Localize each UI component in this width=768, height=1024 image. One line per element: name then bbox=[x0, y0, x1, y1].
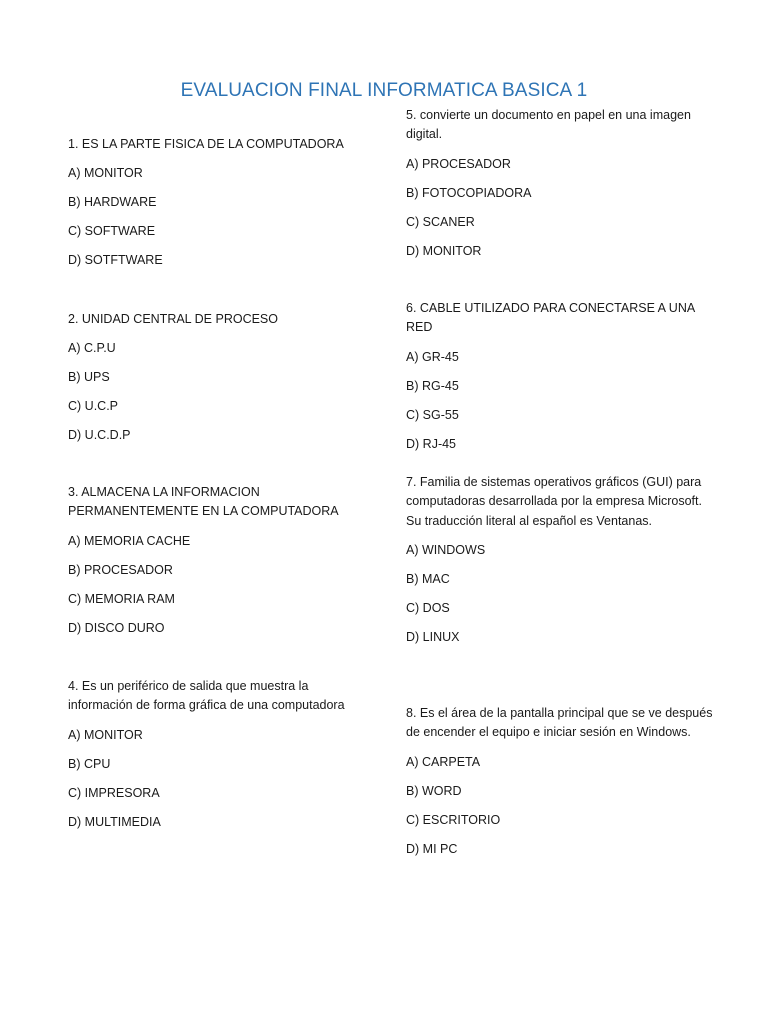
question-stem: 1. ES LA PARTE FISICA DE LA COMPUTADORA bbox=[68, 137, 344, 151]
question-5 bbox=[406, 106, 716, 271]
option-b: B) PROCESADOR bbox=[68, 562, 173, 577]
option-d: D) U.C.D.P bbox=[68, 428, 131, 443]
question-stem: 4. Es un periférico de salida que muestra la información de forma gráfica de una computadora bbox=[68, 679, 345, 713]
option-d: D) RJ-45 bbox=[406, 436, 457, 451]
option-b: B) CPU bbox=[68, 756, 111, 771]
option-c: C) IMPRESORA bbox=[68, 785, 160, 800]
option-a: A) WINDOWS bbox=[406, 542, 486, 557]
option-c: C) DOS bbox=[406, 600, 450, 615]
option-c: C) SOFTWARE bbox=[68, 224, 156, 239]
option-b: B) UPS bbox=[68, 370, 110, 385]
question-stem: 6. CABLE UTILIZADO PARA CONECTARSE A UNA RED bbox=[406, 301, 695, 335]
option-b: B) HARDWARE bbox=[68, 195, 157, 210]
option-a: A) GR-45 bbox=[406, 349, 459, 364]
option-a: A) MONITOR bbox=[68, 727, 143, 742]
option-a: A) MEMORIA CACHE bbox=[68, 533, 191, 548]
question-3 bbox=[68, 483, 368, 648]
option-d: D) SOTFTWARE bbox=[68, 253, 163, 268]
question-7 bbox=[406, 473, 716, 657]
question-6 bbox=[406, 299, 716, 464]
option-d: D) MI PC bbox=[406, 841, 458, 856]
option-a: A) C.P.U bbox=[68, 341, 116, 356]
option-d: D) MONITOR bbox=[406, 243, 482, 258]
option-a: A) PROCESADOR bbox=[406, 156, 511, 171]
option-a: A) MONITOR bbox=[68, 166, 143, 181]
question-4 bbox=[68, 677, 368, 842]
question-stem: 7. Familia de sistemas operativos gráficos (GUI) para computadoras desarrollada por la empresa Microsoft. Su traducción literal al español es Ventanas. bbox=[406, 475, 702, 528]
option-d: D) DISCO DURO bbox=[68, 620, 165, 635]
option-d: D) MULTIMEDIA bbox=[68, 814, 161, 829]
option-c: C) MEMORIA RAM bbox=[68, 591, 175, 606]
question-2 bbox=[68, 310, 368, 455]
option-b: B) MAC bbox=[406, 571, 450, 586]
question-stem: 5. convierte un documento en papel en una imagen digital. bbox=[406, 108, 691, 142]
question-8 bbox=[406, 704, 716, 869]
option-c: C) ESCRITORIO bbox=[406, 812, 501, 827]
option-b: B) RG-45 bbox=[406, 378, 459, 393]
option-b: B) WORD bbox=[406, 783, 462, 798]
option-a: A) CARPETA bbox=[406, 754, 481, 769]
page-title: EVALUACION FINAL INFORMATICA BASICA 1 bbox=[180, 80, 588, 101]
option-c: C) U.C.P bbox=[68, 399, 118, 414]
option-d: D) LINUX bbox=[406, 629, 460, 644]
question-stem: 2. UNIDAD CENTRAL DE PROCESO bbox=[68, 312, 278, 326]
option-c: C) SCANER bbox=[406, 214, 475, 229]
option-b: B) FOTOCOPIADORA bbox=[406, 185, 532, 200]
question-stem: 3. ALMACENA LA INFORMACION PERMANENTEMENTE EN LA COMPUTADORA bbox=[68, 485, 339, 519]
question-stem: 8. Es el área de la pantalla principal que se ve después de encender el equipo e iniciar sesión en Windows. bbox=[406, 706, 713, 740]
option-c: C) SG-55 bbox=[406, 407, 459, 422]
question-1 bbox=[68, 135, 368, 280]
